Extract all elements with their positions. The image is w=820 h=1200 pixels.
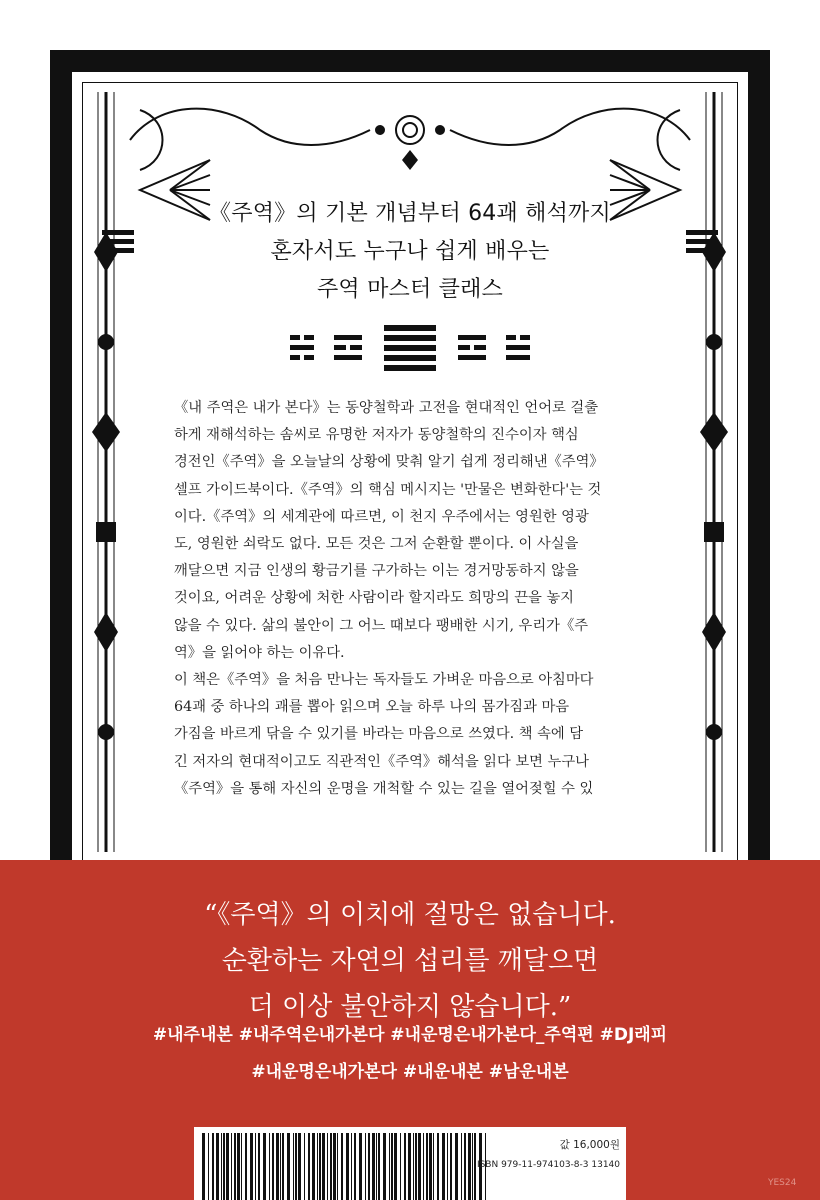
body-line: 가짐을 바르게 닦을 수 있기를 바라는 마음으로 쓰였다. 책 속에 담 bbox=[174, 726, 584, 743]
trigram-icon bbox=[334, 335, 362, 360]
barcode-bar bbox=[404, 1133, 406, 1200]
barcode-bar bbox=[298, 1133, 301, 1200]
quote-line-1: “《주역》의 이치에 절망은 없습니다. bbox=[204, 900, 616, 930]
barcode-bar bbox=[269, 1133, 270, 1200]
body-line: 이 책은《주역》을 처음 만나는 독자들도 가벼운 마음으로 아침마다 bbox=[174, 672, 594, 689]
headline bbox=[0, 195, 820, 309]
description-body bbox=[174, 395, 649, 803]
barcode-bar bbox=[322, 1133, 325, 1200]
barcode-bar bbox=[282, 1133, 284, 1200]
barcode-bar bbox=[400, 1133, 401, 1200]
barcode-bar bbox=[415, 1133, 417, 1200]
barcode-bar bbox=[354, 1133, 356, 1200]
body-line: 것이요, 어려운 상황에 처한 사람이라 할지라도 희망의 끈을 놓지 bbox=[174, 590, 574, 607]
barcode-bar bbox=[280, 1133, 281, 1200]
barcode-bar bbox=[418, 1133, 421, 1200]
barcode-bar bbox=[212, 1133, 214, 1200]
barcode-bar bbox=[263, 1133, 266, 1200]
barcode-bar bbox=[293, 1133, 294, 1200]
barcode-bar bbox=[378, 1133, 380, 1200]
barcode-bar bbox=[341, 1133, 343, 1200]
barcode-bar bbox=[241, 1133, 242, 1200]
barcode-bar bbox=[408, 1133, 411, 1200]
barcode-bar bbox=[372, 1133, 375, 1200]
body-line: 《주역》을 통해 자신의 운명을 개척할 수 있는 길을 열어젖힐 수 있 bbox=[174, 780, 594, 797]
barcode-bar bbox=[312, 1133, 315, 1200]
barcode-bar bbox=[346, 1133, 349, 1200]
hexagram-icon bbox=[384, 325, 436, 371]
barcode-bar bbox=[237, 1133, 240, 1200]
body-line: 긴 저자의 현대적이고도 직관적인《주역》해석을 읽다 보면 누구나 bbox=[174, 753, 589, 770]
trigram-icon bbox=[290, 335, 314, 360]
barcode-bar bbox=[359, 1133, 362, 1200]
barcode-bar bbox=[317, 1133, 318, 1200]
barcode-bar bbox=[330, 1133, 332, 1200]
barcode-bar bbox=[383, 1133, 386, 1200]
barcode-bar bbox=[231, 1133, 232, 1200]
body-line: 역》을 읽어야 하는 이유다. bbox=[174, 644, 345, 661]
body-line: 셀프 가이드북이다.《주역》의 핵심 메시지는 '만물은 변화한다'는 것 bbox=[174, 481, 602, 498]
pull-quote bbox=[0, 892, 820, 1030]
barcode-bar bbox=[376, 1133, 377, 1200]
barcode-bar bbox=[413, 1133, 414, 1200]
isbn-label: ISBN 979-11-974103-8-3 13140 bbox=[476, 1160, 620, 1170]
body-line: 하게 재해석하는 솜씨로 유명한 저자가 동양철학의 진수이자 핵심 bbox=[174, 427, 579, 444]
barcode-bar bbox=[208, 1133, 209, 1200]
barcode-bar bbox=[255, 1133, 256, 1200]
barcode-bar bbox=[234, 1133, 236, 1200]
barcode-bar bbox=[319, 1133, 321, 1200]
barcode-bar bbox=[389, 1133, 390, 1200]
hashtag-line-2: #내운명은내가본다 #내운내본 #남운내본 bbox=[251, 1062, 569, 1082]
barcode-bar bbox=[272, 1133, 274, 1200]
quote-line-2: 순환하는 자연의 섭리를 깨달으면 bbox=[221, 946, 599, 976]
barcode-bar bbox=[226, 1133, 229, 1200]
headline-line-2: 혼자서도 누구나 쉽게 배우는 bbox=[270, 239, 550, 264]
barcode-bar bbox=[276, 1133, 279, 1200]
body-line: 이다.《주역》의 세계관에 따르면, 이 천지 우주에서는 영원한 영광 bbox=[174, 508, 589, 525]
barcode-bar bbox=[304, 1133, 305, 1200]
barcode-bar bbox=[327, 1133, 328, 1200]
quote-line-3: 더 이상 불안하지 않습니다.” bbox=[248, 992, 572, 1022]
barcode-bar bbox=[308, 1133, 310, 1200]
headline-line-3: 주역 마스터 클래스 bbox=[316, 277, 503, 302]
barcode-bar bbox=[333, 1133, 336, 1200]
barcode-bar bbox=[221, 1133, 222, 1200]
watermark: YES24 bbox=[768, 1178, 797, 1188]
trigram-row bbox=[290, 323, 530, 373]
hashtags bbox=[0, 1017, 820, 1091]
body-line: 깨달으면 지금 인생의 황금기를 구가하는 이는 경거망동하지 않을 bbox=[174, 563, 579, 580]
body-line: 경전인《주역》을 오늘날의 상황에 맞춰 알기 쉽게 정리해낸《주역》 bbox=[174, 454, 604, 471]
price-label: 값 16,000원 bbox=[559, 1139, 620, 1151]
barcode-bar bbox=[368, 1133, 370, 1200]
trigram-icon bbox=[506, 335, 530, 360]
barcode-bar bbox=[250, 1133, 253, 1200]
barcode-bar bbox=[391, 1133, 393, 1200]
barcode-bar bbox=[216, 1133, 219, 1200]
body-line: 도, 영원한 쇠락도 없다. 모든 것은 그저 순환할 뿐이다. 이 사실을 bbox=[174, 536, 579, 553]
trigram-icon bbox=[458, 335, 486, 360]
body-line: 64괘 중 하나의 괘를 뽑아 읽으며 오늘 하루 나의 몸가짐과 마음 bbox=[174, 699, 570, 716]
body-line: 《내 주역은 내가 본다》는 동양철학과 고전을 현대적인 언어로 걸출 bbox=[174, 400, 599, 416]
barcode-bar bbox=[295, 1133, 297, 1200]
barcode-bar bbox=[351, 1133, 352, 1200]
barcode-bar bbox=[258, 1133, 260, 1200]
barcode-bar bbox=[365, 1133, 366, 1200]
barcode-bar bbox=[223, 1133, 225, 1200]
barcode-bar bbox=[337, 1133, 338, 1200]
headline-line-1: 《주역》의 기본 개념부터 64괘 해석까지 bbox=[209, 201, 611, 226]
body-line: 않을 수 있다. 삶의 불안이 그 어느 때보다 팽배한 시기, 우리가《주 bbox=[174, 617, 589, 634]
barcode-bar bbox=[245, 1133, 247, 1200]
barcode-bar bbox=[394, 1133, 397, 1200]
barcode-bar bbox=[202, 1133, 205, 1200]
barcode-bar bbox=[287, 1133, 290, 1200]
hashtag-line-1: #내주내본 #내주역은내가본다 #내운명은내가본다_주역편 #DJ래피 bbox=[152, 1025, 668, 1045]
